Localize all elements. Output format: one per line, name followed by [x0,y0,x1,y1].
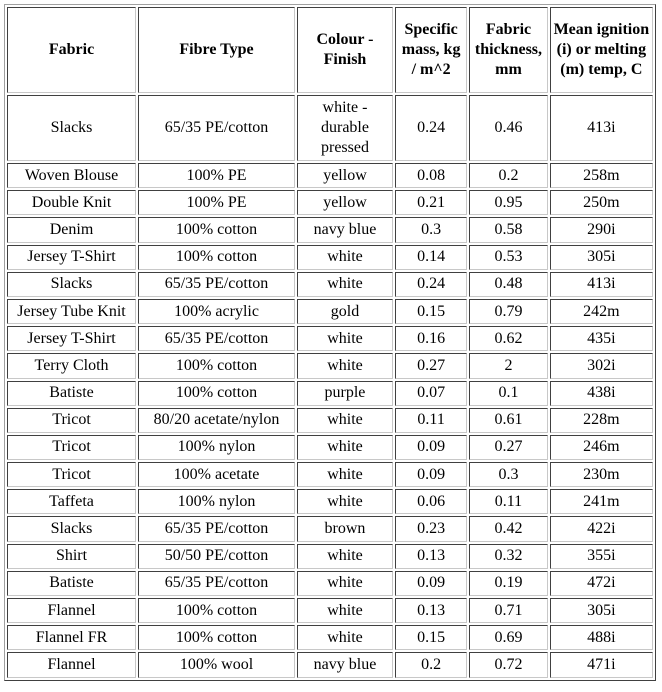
table-row [7,272,653,297]
table-row [7,245,653,270]
table-body [7,95,653,678]
cell-specific-mass: 0.09 [395,571,467,596]
cell-colour-finish: white [297,571,393,596]
cell-colour-finish: white [297,544,393,569]
table-row [7,489,653,514]
table-row [7,353,653,378]
cell-colour-finish: navy blue [297,217,393,242]
cell-fibre-type: 100% cotton [138,217,295,242]
cell-fabric-thickness: 0.32 [469,544,547,569]
cell-fabric-thickness: 0.19 [469,571,547,596]
cell-colour-finish: white [297,272,393,297]
cell-fabric: Tricot [7,408,136,433]
cell-fabric: Tricot [7,462,136,487]
cell-fabric: Woven Blouse [7,163,136,188]
table-row [7,435,653,460]
table-row [7,163,653,188]
cell-specific-mass: 0.07 [395,381,467,406]
cell-colour-finish: brown [297,516,393,541]
cell-fabric: Shirt [7,544,136,569]
cell-fabric: Jersey Tube Knit [7,299,136,324]
cell-fabric-thickness: 0.1 [469,381,547,406]
cell-ignition-temp: 246m [550,435,653,460]
cell-fibre-type: 100% nylon [138,435,295,460]
cell-specific-mass: 0.23 [395,516,467,541]
cell-specific-mass: 0.24 [395,272,467,297]
cell-fibre-type: 100% PE [138,190,295,215]
cell-ignition-temp: 305i [550,245,653,270]
fabric-properties-table [4,4,656,681]
cell-colour-finish: yellow [297,190,393,215]
cell-fabric: Double Knit [7,190,136,215]
cell-fabric-thickness: 0.61 [469,408,547,433]
cell-colour-finish: white [297,353,393,378]
cell-fibre-type: 65/35 PE/cotton [138,326,295,351]
cell-ignition-temp: 413i [550,95,653,161]
table-row [7,326,653,351]
cell-fabric-thickness: 0.72 [469,652,547,677]
cell-colour-finish: yellow [297,163,393,188]
cell-colour-finish: white [297,489,393,514]
cell-fibre-type: 100% nylon [138,489,295,514]
cell-specific-mass: 0.27 [395,353,467,378]
table-row [7,652,653,677]
cell-fabric: Slacks [7,516,136,541]
cell-fabric: Jersey T-Shirt [7,326,136,351]
cell-ignition-temp: 242m [550,299,653,324]
table-row [7,516,653,541]
cell-fabric: Taffeta [7,489,136,514]
cell-fabric-thickness: 0.58 [469,217,547,242]
header-colour-finish: Colour - Finish [297,7,393,93]
table-row [7,408,653,433]
cell-fabric-thickness: 0.2 [469,163,547,188]
cell-fibre-type: 80/20 acetate/nylon [138,408,295,433]
cell-fabric-thickness: 0.48 [469,272,547,297]
cell-fibre-type: 100% PE [138,163,295,188]
cell-colour-finish: white - durable pressed [297,95,393,161]
cell-ignition-temp: 250m [550,190,653,215]
header-fabric-thickness: Fabric thickness, mm [469,7,547,93]
cell-fabric: Batiste [7,381,136,406]
cell-fibre-type: 65/35 PE/cotton [138,95,295,161]
cell-colour-finish: white [297,408,393,433]
cell-fabric-thickness: 0.62 [469,326,547,351]
table-row [7,217,653,242]
cell-fabric-thickness: 0.3 [469,462,547,487]
cell-colour-finish: white [297,462,393,487]
cell-fibre-type: 100% acetate [138,462,295,487]
cell-specific-mass: 0.09 [395,462,467,487]
cell-ignition-temp: 488i [550,625,653,650]
cell-fibre-type: 65/35 PE/cotton [138,571,295,596]
table-row [7,598,653,623]
cell-specific-mass: 0.08 [395,163,467,188]
cell-ignition-temp: 230m [550,462,653,487]
cell-fabric-thickness: 0.46 [469,95,547,161]
cell-fabric-thickness: 0.79 [469,299,547,324]
cell-colour-finish: white [297,326,393,351]
cell-fabric-thickness: 0.27 [469,435,547,460]
cell-fabric-thickness: 0.69 [469,625,547,650]
cell-fibre-type: 100% wool [138,652,295,677]
cell-ignition-temp: 438i [550,381,653,406]
cell-specific-mass: 0.15 [395,299,467,324]
cell-colour-finish: gold [297,299,393,324]
table-row [7,95,653,161]
fabric-table-container [4,4,656,681]
cell-fabric: Tricot [7,435,136,460]
cell-fabric: Slacks [7,272,136,297]
cell-fibre-type: 100% cotton [138,598,295,623]
cell-fibre-type: 65/35 PE/cotton [138,272,295,297]
header-fabric: Fabric [7,7,136,93]
cell-colour-finish: white [297,435,393,460]
cell-colour-finish: white [297,598,393,623]
cell-colour-finish: white [297,625,393,650]
cell-fabric-thickness: 0.11 [469,489,547,514]
cell-colour-finish: white [297,245,393,270]
cell-fibre-type: 100% cotton [138,381,295,406]
cell-fabric: Terry Cloth [7,353,136,378]
cell-fabric: Flannel FR [7,625,136,650]
cell-ignition-temp: 228m [550,408,653,433]
cell-specific-mass: 0.13 [395,598,467,623]
cell-specific-mass: 0.14 [395,245,467,270]
table-row [7,299,653,324]
header-specific-mass: Specific mass, kg / m^2 [395,7,467,93]
cell-fibre-type: 100% acrylic [138,299,295,324]
cell-ignition-temp: 290i [550,217,653,242]
cell-fibre-type: 100% cotton [138,245,295,270]
header-ignition-temp: Mean ignition (i) or melting (m) temp, C [550,7,653,93]
cell-ignition-temp: 258m [550,163,653,188]
cell-fibre-type: 65/35 PE/cotton [138,516,295,541]
cell-ignition-temp: 305i [550,598,653,623]
cell-fabric-thickness: 0.53 [469,245,547,270]
cell-fabric: Slacks [7,95,136,161]
table-row [7,462,653,487]
table-row [7,544,653,569]
table-row [7,625,653,650]
cell-specific-mass: 0.16 [395,326,467,351]
cell-specific-mass: 0.2 [395,652,467,677]
cell-fabric: Jersey T-Shirt [7,245,136,270]
table-row [7,571,653,596]
cell-specific-mass: 0.3 [395,217,467,242]
header-fibre-type: Fibre Type [138,7,295,93]
table-header-row [7,7,653,93]
cell-ignition-temp: 435i [550,326,653,351]
cell-specific-mass: 0.24 [395,95,467,161]
cell-specific-mass: 0.06 [395,489,467,514]
cell-ignition-temp: 302i [550,353,653,378]
cell-colour-finish: navy blue [297,652,393,677]
cell-ignition-temp: 422i [550,516,653,541]
cell-ignition-temp: 413i [550,272,653,297]
cell-fabric-thickness: 0.71 [469,598,547,623]
table-row [7,381,653,406]
cell-specific-mass: 0.15 [395,625,467,650]
cell-ignition-temp: 355i [550,544,653,569]
cell-ignition-temp: 472i [550,571,653,596]
table-row [7,190,653,215]
cell-fabric: Flannel [7,652,136,677]
cell-fabric: Denim [7,217,136,242]
cell-fibre-type: 50/50 PE/cotton [138,544,295,569]
cell-specific-mass: 0.13 [395,544,467,569]
cell-fibre-type: 100% cotton [138,353,295,378]
cell-fabric-thickness: 2 [469,353,547,378]
cell-fibre-type: 100% cotton [138,625,295,650]
cell-specific-mass: 0.11 [395,408,467,433]
cell-fabric-thickness: 0.42 [469,516,547,541]
cell-colour-finish: purple [297,381,393,406]
cell-ignition-temp: 241m [550,489,653,514]
cell-specific-mass: 0.21 [395,190,467,215]
cell-specific-mass: 0.09 [395,435,467,460]
cell-fabric: Batiste [7,571,136,596]
cell-ignition-temp: 471i [550,652,653,677]
cell-fabric: Flannel [7,598,136,623]
cell-fabric-thickness: 0.95 [469,190,547,215]
